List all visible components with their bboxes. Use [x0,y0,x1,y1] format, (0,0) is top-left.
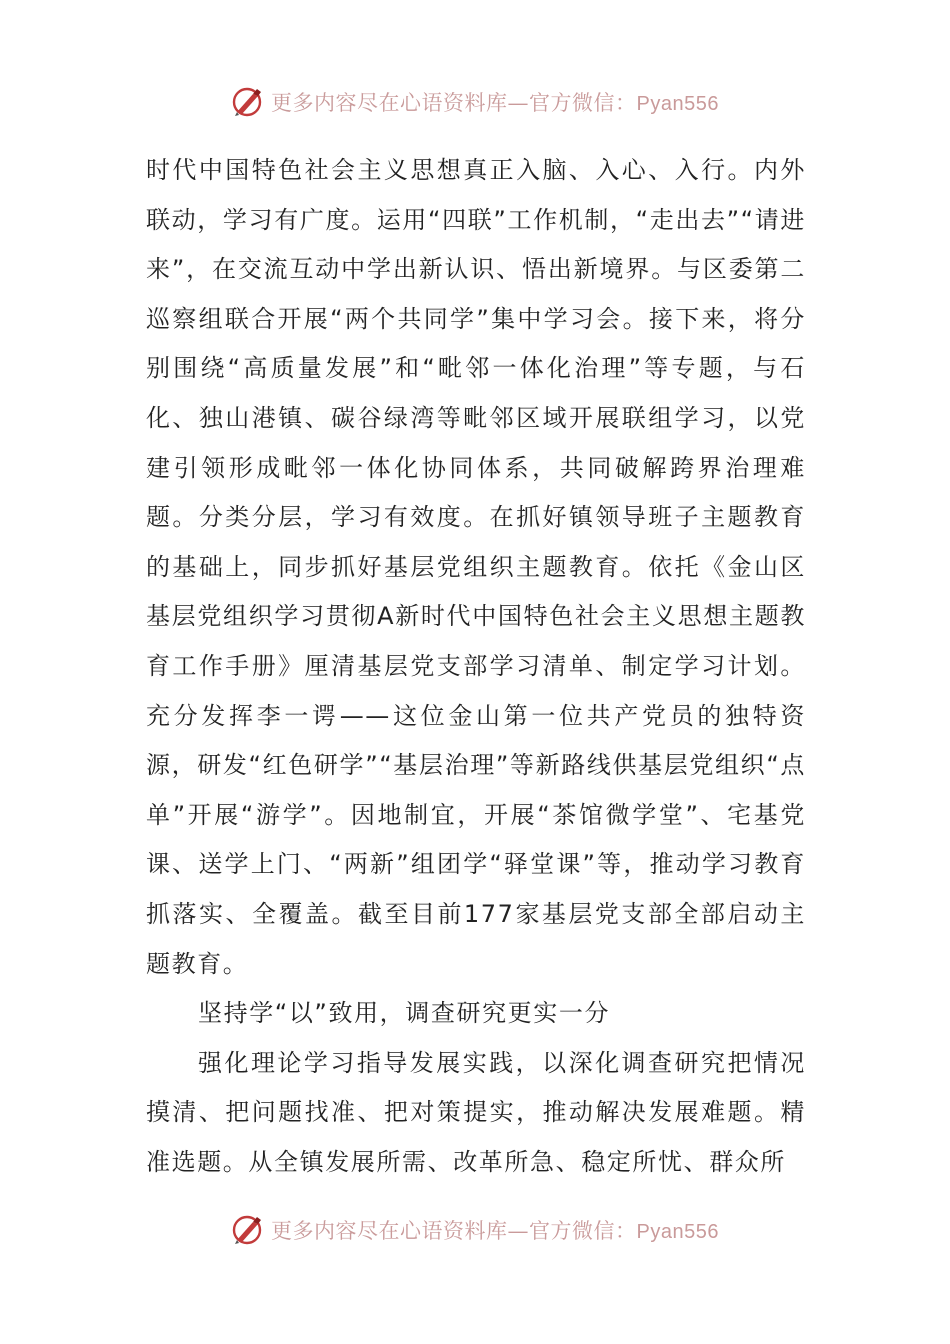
watermark-header [0,82,950,122]
body-paragraph-2: 强化理论学习指导发展实践，以深化调查研究把情况摸清、把问题找准、把对策提实，推动解决发展难题。精准选题。从全镇发展所需、改革所急、稳定所忧、群众所 [146,1048,806,1176]
watermark-footer [0,1210,950,1250]
document-body [146,146,806,1187]
watermark-brand: 更多内容尽在心语资料库 [271,1219,508,1243]
pen-circle-logo-icon [231,1213,265,1247]
watermark-label: 官方微信： [529,1219,637,1243]
watermark-label: 官方微信： [529,91,637,115]
watermark-wechat-id: Pyan556 [636,93,719,115]
watermark-brand: 更多内容尽在心语资料库 [271,91,508,115]
watermark-separator: — [507,91,530,115]
pen-circle-logo-icon [231,85,265,119]
watermark-text [271,1215,719,1245]
watermark-wechat-id: Pyan556 [636,1221,719,1243]
watermark-separator: — [507,1219,530,1243]
body-paragraph-1: 时代中国特色社会主义思想真正入脑、入心、入行。内外联动，学习有广度。运用“四联”工作机制，“走出去”“请进来”，在交流互动中学出新认识、悟出新境界。与区委第二巡察组联合开展“两个共同学”集中学习会。接下来，将分别围绕“高质量发展”和“毗邻一体化治理”等专题，与石化、独山港镇、碳谷绿湾等毗邻区域开展联组学习，以党建引领形成毗邻一体化协同体系，共同破解跨界治理难题。分类分层，学习有效度。在抓好镇领导班子主题教育的基础上，同步抓好基层党组织主题教育。依托《金山区基层党组织学习贯彻A新时代中国特色社会主义思想主题教育工作手册》厘清基层党支部学习清单、制定学习计划。充分发挥李一谔——这位金山第一位共产党员的独特资源，研发“红色研学”“基层治理”等新路线供基层党组织“点单”开展“游学”。因地制宜，开展“茶馆微学堂”、宅基党课、送学上门、“两新”组团学“驿堂课”等，推动学习教育抓落实、全覆盖。截至目前177家基层党支部全部启动主题教育。 [146,156,806,978]
watermark-text [271,87,719,117]
section-heading: 坚持学“以”致用，调查研究更实一分 [198,999,611,1028]
